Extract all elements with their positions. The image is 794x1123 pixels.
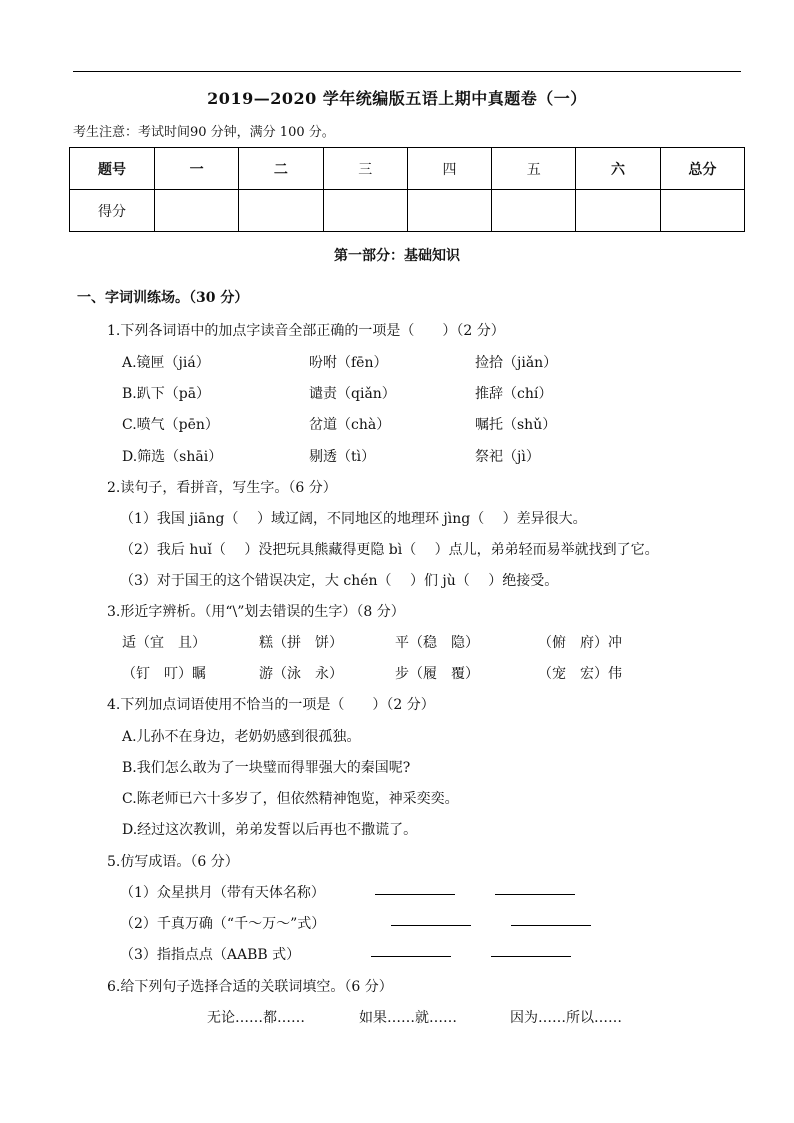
- answer-blank[interactable]: [375, 882, 455, 899]
- score-table: [69, 147, 745, 232]
- header-rule: [73, 71, 741, 72]
- score-header-cell: 四: [407, 148, 491, 190]
- score-table-score-row: [70, 190, 745, 232]
- q3-item: 游（泳 永）: [259, 666, 343, 682]
- exam-title: 2019—2020 学年统编版五语上期中真题卷（一）: [207, 89, 587, 108]
- score-header-cell: 五: [492, 148, 576, 190]
- score-cell[interactable]: [660, 190, 744, 232]
- q4-option: C.陈老师已六十多岁了，但依然精神饱览，神采奕奕。: [122, 791, 459, 807]
- q4-option: D.经过这次教训，弟弟发誓以后再也不撒谎了。: [122, 822, 418, 838]
- q2-line: （3）对于国王的这个错误决定，大 chén（ ）们 jù（ ）绝接受。: [120, 573, 559, 589]
- q1-option: 推辞（chí）: [475, 386, 553, 402]
- score-header-cell: 题号: [70, 148, 155, 190]
- q1-option: B.趴下（pā）: [122, 386, 211, 402]
- q1-option: 祭祀（jì）: [475, 449, 540, 465]
- score-header-cell: 一: [155, 148, 239, 190]
- q5-line: （3）指指点点（AABB 式）: [120, 947, 301, 963]
- q3-item: （钉 叮）瞩: [122, 666, 206, 682]
- q1-option: 吩咐（fēn）: [309, 355, 388, 371]
- q4-option: B.我们怎么敢为了一块璧而得罪强大的秦国呢?: [122, 760, 411, 776]
- answer-blank[interactable]: [391, 913, 471, 930]
- score-cell[interactable]: [323, 190, 407, 232]
- q3-item: 平（稳 隐）: [395, 635, 479, 651]
- score-cell[interactable]: [155, 190, 239, 232]
- q3-item: （俯 府）冲: [538, 635, 622, 651]
- answer-blank[interactable]: [511, 913, 591, 930]
- q1-option: 岔道（chà）: [309, 417, 391, 433]
- q1-option: C.喷气（pēn）: [122, 417, 219, 433]
- q3-item: （宠 宏）伟: [538, 666, 622, 682]
- score-row-label: 得分: [70, 190, 155, 232]
- question-5-stem: 5.仿写成语。（6 分）: [107, 854, 239, 870]
- q1-option: 捡拾（jiǎn）: [475, 355, 558, 371]
- q1-option: 谴责（qiǎn）: [309, 386, 396, 402]
- score-header-cell: 三: [323, 148, 407, 190]
- q3-item: 糕（拼 饼）: [259, 635, 343, 651]
- score-header-cell: 六: [576, 148, 660, 190]
- q2-line: （1）我国 jiāng（ ）域辽阔，不同地区的地理环 jìng（ ）差异很大。: [120, 511, 587, 527]
- question-4-stem: 4.下列加点词语使用不恰当的一项是（ ）（2 分）: [107, 697, 435, 713]
- q6-word: 因为……所以……: [510, 1010, 622, 1026]
- q1-option: A.镜匣（jiá）: [122, 355, 210, 371]
- score-cell[interactable]: [492, 190, 576, 232]
- answer-blank[interactable]: [495, 882, 575, 899]
- question-2-stem: 2.读句子，看拼音，写生字。（6 分）: [107, 480, 337, 496]
- score-table-header-row: [70, 148, 745, 190]
- q6-word: 如果……就……: [359, 1010, 457, 1026]
- q5-line: （1）众星拱月（带有天体名称）: [120, 885, 325, 901]
- score-cell[interactable]: [239, 190, 323, 232]
- q2-line: （2）我后 huǐ（ ）没把玩具熊藏得更隐 bì（ ）点儿，弟弟轻而易举就找到了它。: [120, 542, 659, 558]
- q4-option: A.儿孙不在身边，老奶奶感到很孤独。: [122, 729, 361, 745]
- score-header-cell: 总分: [660, 148, 744, 190]
- question-1-stem: 1.下列各词语中的加点字读音全部正确的一项是（ ）（2 分）: [107, 323, 505, 339]
- part-heading: 第一部分：基础知识: [334, 248, 460, 264]
- section-heading: 一、字词训练场。（30 分）: [77, 290, 249, 306]
- q1-option: D.筛选（shāi）: [122, 449, 223, 465]
- q5-line: （2）千真万确（“千～万～”式）: [120, 916, 326, 932]
- answer-blank[interactable]: [371, 944, 451, 961]
- score-header-cell: 二: [239, 148, 323, 190]
- exam-notice: 考生注意：考试时间90 分钟，满分 100 分。: [73, 125, 335, 140]
- question-6-stem: 6.给下列句子选择合适的关联词填空。（6 分）: [107, 979, 393, 995]
- question-3-stem: 3.形近字辨析。（用“\”划去错误的生字）（8 分）: [107, 604, 405, 620]
- score-cell[interactable]: [576, 190, 660, 232]
- answer-blank[interactable]: [491, 944, 571, 961]
- q1-option: 嘱托（shǔ）: [475, 417, 557, 433]
- q3-item: 步（履 覆）: [395, 666, 479, 682]
- q3-item: 适（宜 且）: [122, 635, 206, 651]
- score-cell[interactable]: [407, 190, 491, 232]
- q6-word: 无论……都……: [207, 1010, 305, 1026]
- q1-option: 剔透（tì）: [309, 449, 376, 465]
